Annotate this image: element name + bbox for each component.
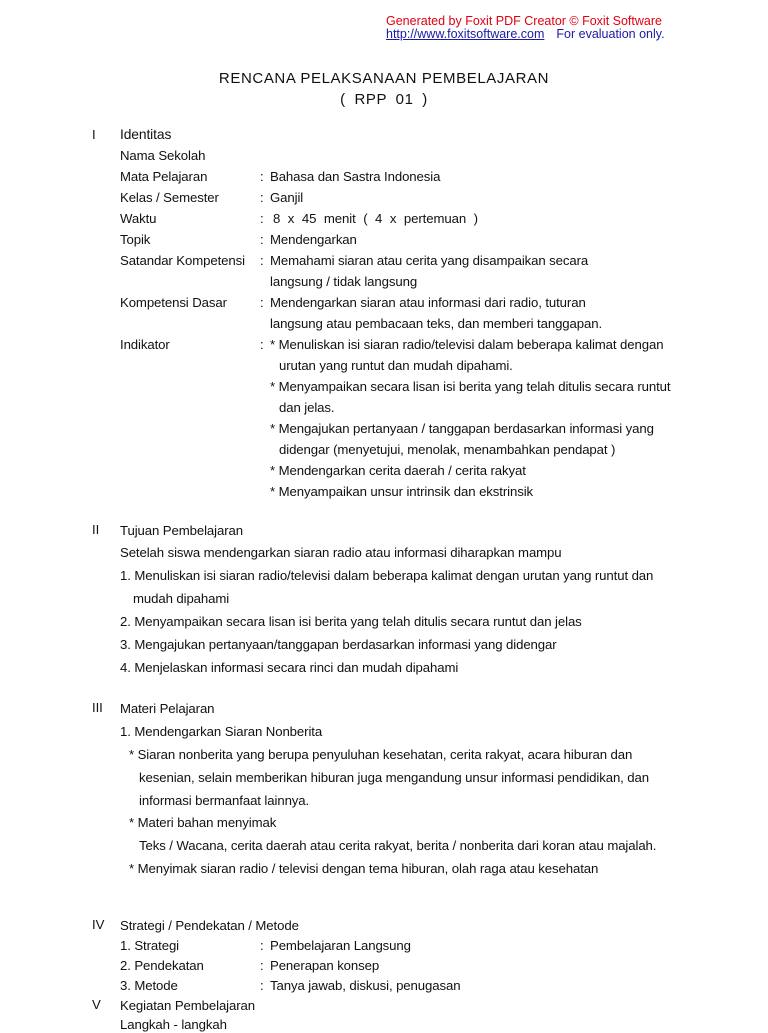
section-title: Kegiatan Pembelajaran	[120, 998, 255, 1013]
bullet-item: * Siaran nonberita yang berupa penyuluhan kesehatan, cerita rakyat, acara hiburan dan	[129, 747, 633, 762]
row-label: Indikator	[120, 337, 170, 352]
list-item: 1. Menuliskan isi siaran radio/televisi dalam beberapa kalimat dengan urutan yang runtut dan	[120, 568, 654, 583]
row-colon: :	[260, 938, 264, 953]
row-label: Topik	[120, 232, 151, 247]
row-value-continued: langsung / tidak langsung	[270, 274, 418, 289]
row-colon: :	[260, 232, 264, 247]
section-number: I	[92, 127, 96, 142]
row-label: 3. Metode	[120, 978, 178, 993]
indikator-continued: dan jelas.	[279, 400, 335, 415]
section-title: Identitas	[120, 127, 172, 142]
document-subtitle: ( RPP 01 )	[340, 91, 428, 108]
list-item: 4. Menjelaskan informasi secara rinci dan mudah dipahami	[120, 660, 459, 675]
row-value: Pembelajaran Langsung	[270, 938, 411, 953]
indikator-item: * Mendengarkan cerita daerah / cerita rakyat	[270, 463, 526, 478]
row-value: Tanya jawab, diskusi, penugasan	[270, 978, 461, 993]
cutoff-line: Langkah - langkah	[120, 1017, 227, 1032]
section-number: IV	[92, 917, 105, 932]
row-colon: :	[260, 190, 264, 205]
row-label: Mata Pelajaran	[120, 169, 208, 184]
row-value: Mendengarkan siaran atau informasi dari radio, tuturan	[270, 295, 586, 310]
indikator-continued: didengar (menyetujui, menolak, menambahkan pendapat )	[279, 442, 616, 457]
bullet-item-continued: informasi bermanfaat lainnya.	[139, 793, 310, 808]
row-colon: :	[260, 337, 264, 352]
indikator-item: * Menyampaikan secara lisan isi berita yang telah ditulis secara runtut	[270, 379, 671, 394]
row-colon: :	[260, 295, 264, 310]
indikator-item: * Mengajukan pertanyaan / tanggapan berdasarkan informasi yang	[270, 421, 654, 436]
row-value: Memahami siaran atau cerita yang disampaikan secara	[270, 253, 589, 268]
list-item: 3. Mengajukan pertanyaan/tanggapan berdasarkan informasi yang didengar	[120, 637, 557, 652]
list-item: 2. Menyampaikan secara lisan isi berita yang telah ditulis secara runtut dan jelas	[120, 614, 582, 629]
row-label: Waktu	[120, 211, 157, 226]
row-label: Satandar Kompetensi	[120, 253, 245, 268]
row-label: Kompetensi Dasar	[120, 295, 227, 310]
indikator-item: * Menyampaikan unsur intrinsik dan ekstrinsik	[270, 484, 534, 499]
row-value: Mendengarkan	[270, 232, 357, 247]
row-colon: :	[260, 211, 264, 226]
row-value: 8 x 45 menit ( 4 x pertemuan )	[273, 211, 478, 226]
watermark-url-link[interactable]: http://www.foxitsoftware.com	[386, 27, 545, 41]
indikator-continued: urutan yang runtut dan mudah dipahami.	[279, 358, 513, 373]
row-label: 2. Pendekatan	[120, 958, 204, 973]
row-label: Kelas / Semester	[120, 190, 219, 205]
section-title: Tujuan Pembelajaran	[120, 523, 243, 538]
section-title: Materi Pelajaran	[120, 701, 215, 716]
row-colon: :	[260, 978, 264, 993]
watermark-line: Generated by Foxit PDF Creator © Foxit Software	[386, 14, 662, 28]
row-label: Nama Sekolah	[120, 148, 206, 163]
bullet-item-continued: Teks / Wacana, cerita daerah atau cerita rakyat, berita / nonberita dari koran atau majalah.	[139, 838, 657, 853]
row-value: Ganjil	[270, 190, 304, 205]
section-title: Strategi / Pendekatan / Metode	[120, 918, 299, 933]
row-value-continued: langsung atau pembacaan teks, dan memberi tanggapan.	[270, 316, 603, 331]
document-title: RENCANA PELAKSANAAN PEMBELAJARAN	[218, 70, 550, 87]
row-colon: :	[260, 253, 264, 268]
row-value: Penerapan konsep	[270, 958, 380, 973]
bullet-item-continued: kesenian, selain memberikan hiburan juga mengandung unsur informasi pendidikan, dan	[139, 770, 650, 785]
bullet-item: * Menyimak siaran radio / televisi dengan tema hiburan, olah raga atau kesehatan	[129, 861, 599, 876]
section-number: III	[92, 700, 103, 715]
watermark-url-line	[386, 27, 665, 41]
watermark-note: For evaluation only.	[556, 27, 665, 41]
indikator-item: * Menuliskan isi siaran radio/televisi dalam beberapa kalimat dengan	[270, 337, 664, 352]
bullet-item: * Materi bahan menyimak	[129, 815, 277, 830]
paragraph-line: Setelah siswa mendengarkan siaran radio atau informasi diharapkan mampu	[120, 545, 562, 560]
list-item-continued: mudah dipahami	[133, 591, 230, 606]
row-colon: :	[260, 958, 264, 973]
list-item: 1. Mendengarkan Siaran Nonberita	[120, 724, 323, 739]
row-colon: :	[260, 169, 264, 184]
section-number: V	[92, 997, 101, 1012]
section-number: II	[92, 522, 100, 537]
row-label: 1. Strategi	[120, 938, 180, 953]
row-value: Bahasa dan Sastra Indonesia	[270, 169, 441, 184]
